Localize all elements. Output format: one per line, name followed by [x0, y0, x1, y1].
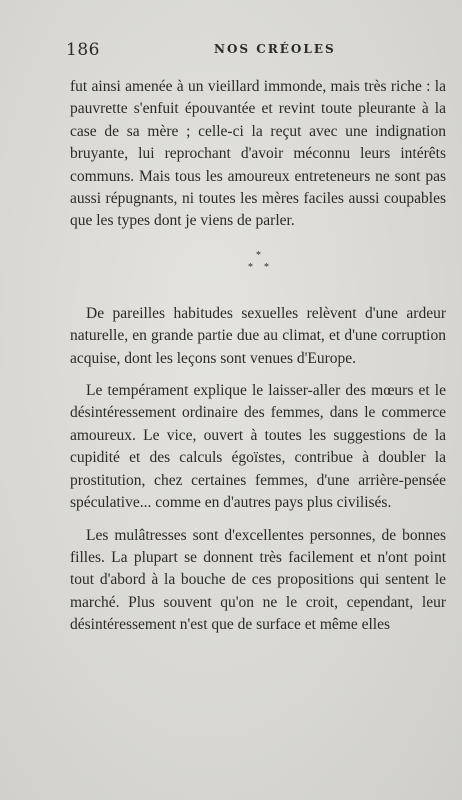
paragraph: Les mulâtresses sont d'excellentes personnes, de bonnes filles. La plupart se donnent très facilement et n'ont point tout d'abord à la bouche de ces propositions qui sentent le marché. Plus souvent qu'on ne le croit, cependant, leur désintéressement n'est que de surface et même elles [70, 526, 446, 634]
page-number: 186 [66, 40, 100, 60]
asterism-star: * [256, 249, 261, 261]
paragraph: Le tempérament explique le laisser-aller des mœurs et le désintéressement ordinaire des femmes, dans le commerce amoureux. Le vice, ouvert à toutes les suggestions de la cupidité et des calculs égoïstes, contribue à doubler la prostitution, chez certaines femmes, d'une arrière-pensée spéculative... comme en d'autres pays plus civilisés. [70, 382, 446, 512]
body-text [70, 76, 446, 637]
asterism-star: * [264, 261, 269, 273]
paragraph-continuation: fut ainsi amenée à un vieillard immonde, mais très riche : la pauvrette s'enfuit épouvantée et revint toute pleurante à la case de sa mère ; celle-ci la reçut avec une indignation bruyante, lui reprochant d'avoir méconnu leurs intérêts communs. Mais tous les amoureux entreteneurs ne sont pas aussi répugnants, ni toutes les mères faciles aussi coupables que les types dont je viens de parler. [70, 78, 446, 230]
paragraph: De pareilles habitudes sexuelles relèvent d'une ardeur naturelle, en grande partie due au climat, et d'une corruption acquise, dont les leçons sont venues d'Europe. [70, 304, 446, 367]
section-break-asterism [70, 243, 446, 289]
page-header [66, 40, 442, 62]
running-title: NOS CRÉOLES [214, 42, 336, 56]
asterism-star: * [248, 261, 253, 273]
